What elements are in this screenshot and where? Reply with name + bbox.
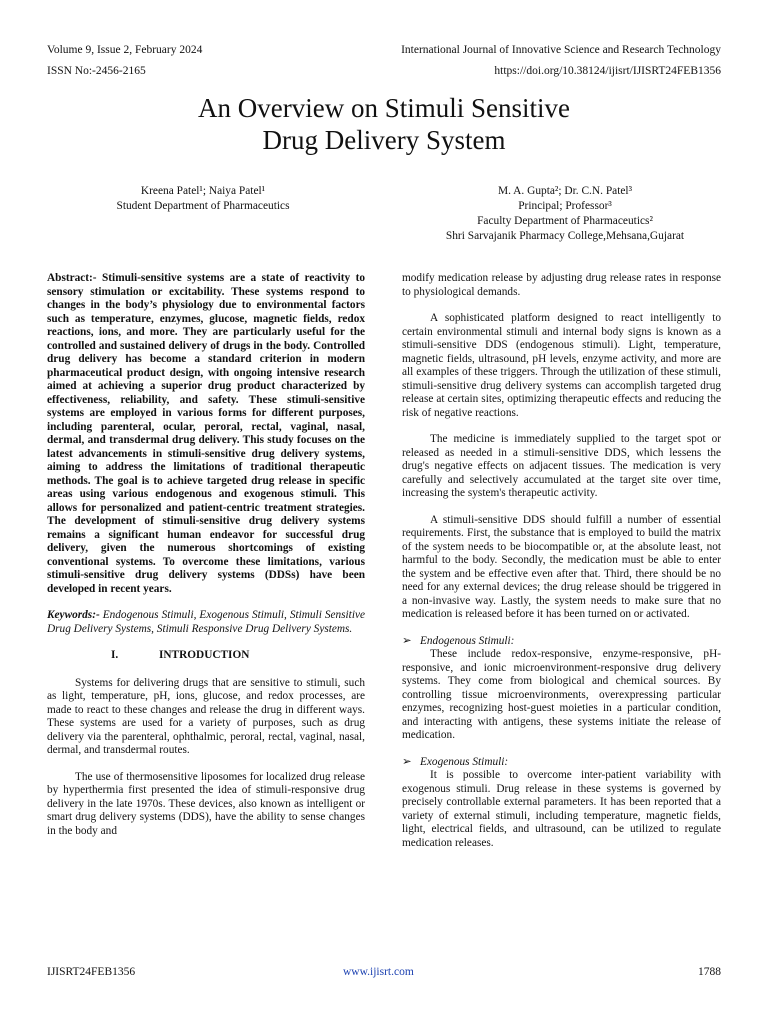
- right-column: [402, 272, 721, 850]
- right-paragraph-3: The medicine is immediately supplied to the target spot or released as needed in a stimuli-sensitive DDS, which lessens the drug's negative effects on adjacent tissues. The medication is very carefully and selectively accumulated at the target site over time, increasing the system's therapeutic activity.: [402, 433, 721, 499]
- footer-website-link[interactable]: www.ijisrt.com: [343, 966, 414, 978]
- author-dept-left: Student Department of Pharmaceutics: [116, 200, 290, 212]
- section-title: INTRODUCTION: [159, 649, 250, 661]
- authors-left: [60, 184, 346, 214]
- authors-right: [410, 184, 720, 244]
- author-names-left: Kreena Patel¹; Naiya Patel¹: [140, 185, 266, 197]
- right-paragraph-4: A stimuli-sensitive DDS should fulfill a number of essential requirements. First, the substance that is employed to build the matrix of the system needs to be biocompatible or, at the absolute least, not harmful to the body. Secondly, the medication must be able to enter the system and be effective even after that. Third, there should be no need for any external devices; the drug release should be triggered in a non-invasive way. Lastly, the system needs to make sure that no medication is released before it has been turned on or activated.: [402, 513, 721, 620]
- journal-name: International Journal of Innovative Science and Research Technology: [401, 44, 721, 56]
- intro-paragraph-1: Systems for delivering drugs that are sensitive to stimuli, such as light, temperature, pH, ions, glucose, and redox processes, are made to react to these changes and release the drug in different ways. These systems are used for a variety of purposes, such as drug delivery via the parenteral, ophthalmic, peroral, rectal, vaginal, nasal, dermal, and transdermal routes.: [47, 676, 365, 756]
- author-college-right: Shri Sarvajanik Pharmacy College,Mehsana,Gujarat: [445, 230, 685, 242]
- endogenous-paragraph: These include redox-responsive, enzyme-responsive, pH-responsive, and ionic microenvironment-responsive drug delivery systems. They come from biological and chemical sources. By controlling tissue microenvironments, overexpressing particular enzymes, recognizing host-guest moieties in a particular condition, and interacting with antigens, these systems initiate the release of medication.: [402, 648, 721, 741]
- section-heading-introduction: [47, 649, 365, 663]
- keywords: [47, 609, 365, 636]
- volume-info: Volume 9, Issue 2, February 2024: [47, 44, 203, 56]
- keywords-text: Endogenous Stimuli, Exogenous Stimuli, Stimuli Sensitive Drug Delivery Systems, Stimuli Responsive Drug Delivery Systems.: [47, 609, 365, 635]
- right-paragraph-1: modify medication release by adjusting drug release rates in response to physiological demands.: [402, 272, 721, 298]
- right-paragraph-2: A sophisticated platform designed to react intelligently to certain environmental stimuli and internal body signs is known as a stimuli-sensitive DDS (endogenous stimuli). Light, temperature, magnetic fields, ultrasound, pH levels, enzyme activity, and more are all examples of these triggers. Through the utilization of these stimuli, stimuli-sensitive drug delivery systems can accomplish targeted drug release at certain sites, optimizing therapeutic effects and reducing the risk of negative reactions.: [402, 312, 721, 419]
- section-number: I.: [111, 649, 119, 661]
- keywords-label: Keywords:-: [47, 609, 100, 621]
- author-names-right: M. A. Gupta²; Dr. C.N. Patel³: [497, 185, 633, 197]
- title-line-2: Drug Delivery System: [262, 125, 506, 155]
- author-dept-right: Faculty Department of Pharmaceutics²: [477, 215, 653, 227]
- bullet-arrow-icon: ➢: [402, 755, 412, 768]
- endogenous-heading-text: Endogenous Stimuli:: [420, 634, 515, 647]
- footer-paper-id: IJISRT24FEB1356: [47, 966, 136, 978]
- issn: ISSN No:-2456-2165: [47, 65, 146, 77]
- exogenous-paragraph: It is possible to overcome inter-patient variability with exogenous stimuli. Drug release in these systems is governed by precisely controllable external parameters. It has been reported that a variety of external stimuli, including temperature, magnetic fields, light, electrical fields, and ultrasound, can be utilized to regulate medication releases.: [402, 769, 721, 849]
- author-role-right: Principal; Professor³: [518, 200, 612, 212]
- endogenous-heading: [402, 635, 721, 649]
- exogenous-heading: [402, 756, 721, 770]
- exogenous-heading-text: Exogenous Stimuli:: [420, 755, 509, 768]
- doi-link[interactable]: https://doi.org/10.38124/ijisrt/IJISRT24FEB1356: [494, 65, 721, 77]
- title-line-1: An Overview on Stimuli Sensitive: [198, 93, 570, 123]
- bullet-arrow-icon: ➢: [402, 634, 412, 647]
- page-number: 1788: [698, 966, 721, 978]
- abstract: Abstract:- Stimuli-sensitive systems are a state of reactivity to sensory stimulation or excitability. These systems respond to changes in the body’s physiology due to environmental factors such as temperature, enzymes, glucose, magnetic fields, redox reactions, ions, and more. They are particularly useful for the controlled and sustained delivery of drugs in the body. Controlled drug delivery has become a standard criterion in modern pharmaceutical product design, with ongoing intensive research aimed at achieving a superior drug product characterized by effectiveness, reliability, and safety. These stimuli-sensitive systems are employed in various forms for different purposes, including parenteral, ocular, peroral, rectal, vaginal, nasal, dermal, and transdermal drug delivery. This study focuses on the latest advancements in stimuli-sensitive drug delivery systems, aiming to address the limitations of traditional therapeutic methods. The goal is to achieve targeted drug release in specific areas using various endogenous and exogenous stimuli. This allows for personalized and patient-centric treatment strategies. The development of stimuli-sensitive drug delivery systems remains a significant human endeavor for successful drug delivery, given the numerous shortcomings of existing conventional systems. To overcome these limitations, various stimuli-sensitive drug delivery systems (DDSs) have been developed in recent years.: [47, 272, 365, 595]
- left-column: [47, 272, 365, 851]
- paper-title: [0, 92, 768, 156]
- intro-paragraph-2: The use of thermosensitive liposomes for localized drug release by hyperthermia first presented the idea of stimuli-responsive drug delivery in the late 1970s. These devices, also known as intelligent or smart drug delivery systems (DDS), have the ability to sense changes in the body and: [47, 770, 365, 837]
